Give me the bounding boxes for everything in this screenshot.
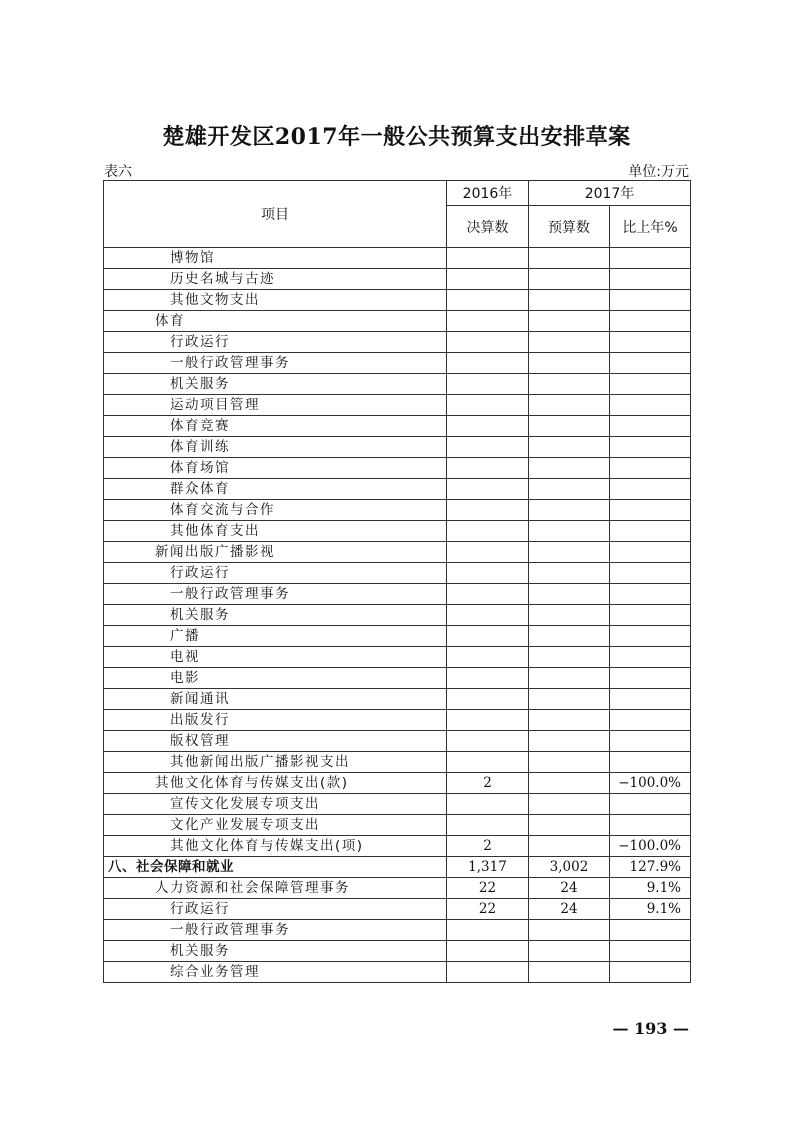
row-ratio-value: 9.1% (610, 878, 691, 899)
row-final-value (447, 311, 529, 332)
row-item-name: 体育 (104, 311, 447, 332)
table-row (104, 479, 691, 500)
table-row (104, 962, 691, 983)
row-item-name: 一般行政管理事务 (104, 920, 447, 941)
table-row (104, 311, 691, 332)
table-row (104, 899, 691, 920)
row-budget-value (529, 479, 610, 500)
table-row (104, 815, 691, 836)
row-final-value (447, 563, 529, 584)
row-item-name: 机关服务 (104, 605, 447, 626)
row-item-name: 机关服务 (104, 941, 447, 962)
row-item-name: 其他文化体育与传媒支出(项) (104, 836, 447, 857)
row-final-value (447, 395, 529, 416)
row-final-value: 2 (447, 836, 529, 857)
table-row (104, 584, 691, 605)
row-item-name: 机关服务 (104, 374, 447, 395)
table-row (104, 689, 691, 710)
row-final-value (447, 941, 529, 962)
table-row (104, 836, 691, 857)
row-final-value (447, 794, 529, 815)
row-budget-value (529, 605, 610, 626)
document-title: 楚雄开发区2017年一般公共预算支出安排草案 (162, 124, 631, 150)
row-final-value (447, 479, 529, 500)
row-item-name: 行政运行 (104, 563, 447, 584)
row-ratio-value (610, 395, 691, 416)
row-budget-value (529, 311, 610, 332)
row-final-value (447, 647, 529, 668)
table-row (104, 920, 691, 941)
row-budget-value (529, 920, 610, 941)
header-year-2017: 2017年 (529, 181, 691, 206)
row-ratio-value (610, 248, 691, 269)
table-row (104, 647, 691, 668)
row-budget-value (529, 332, 610, 353)
row-item-name: 体育竞赛 (104, 416, 447, 437)
row-item-name: 文化产业发展专项支出 (104, 815, 447, 836)
row-budget-value (529, 815, 610, 836)
row-final-value (447, 962, 529, 983)
row-ratio-value (610, 605, 691, 626)
table-row (104, 290, 691, 311)
row-final-value (447, 353, 529, 374)
row-ratio-value (610, 815, 691, 836)
row-budget-value (529, 731, 610, 752)
table-row (104, 710, 691, 731)
row-final-value (447, 605, 529, 626)
table-body (104, 248, 691, 983)
row-final-value (447, 332, 529, 353)
header-ratio: 比上年% (610, 206, 691, 248)
row-budget-value (529, 836, 610, 857)
row-item-name: 综合业务管理 (104, 962, 447, 983)
row-final-value (447, 815, 529, 836)
table-row (104, 878, 691, 899)
row-final-value (447, 752, 529, 773)
row-item-name: 新闻通讯 (104, 689, 447, 710)
row-budget-value (529, 500, 610, 521)
row-ratio-value (610, 416, 691, 437)
row-final-value (447, 374, 529, 395)
header-budget: 预算数 (529, 206, 610, 248)
row-ratio-value (610, 542, 691, 563)
row-budget-value (529, 374, 610, 395)
row-ratio-value (610, 794, 691, 815)
table-row (104, 416, 691, 437)
table-row (104, 773, 691, 794)
row-budget-value (529, 437, 610, 458)
table-row (104, 941, 691, 962)
unit-label: 单位:万元 (628, 164, 689, 180)
row-ratio-value: −100.0% (610, 773, 691, 794)
row-final-value (447, 290, 529, 311)
row-budget-value: 24 (529, 899, 610, 920)
row-final-value: 22 (447, 878, 529, 899)
row-budget-value (529, 290, 610, 311)
table-row (104, 437, 691, 458)
row-budget-value: 24 (529, 878, 610, 899)
table-row (104, 752, 691, 773)
table-row (104, 521, 691, 542)
row-ratio-value (610, 311, 691, 332)
row-final-value: 1,317 (447, 857, 529, 878)
row-ratio-value (610, 521, 691, 542)
row-ratio-value (610, 731, 691, 752)
row-budget-value: 3,002 (529, 857, 610, 878)
row-item-name: 行政运行 (104, 899, 447, 920)
row-item-name: 历史名城与古迹 (104, 269, 447, 290)
row-ratio-value (610, 437, 691, 458)
row-budget-value (529, 668, 610, 689)
row-ratio-value (610, 290, 691, 311)
row-final-value (447, 521, 529, 542)
row-final-value (447, 458, 529, 479)
row-ratio-value (610, 668, 691, 689)
row-item-name: 体育训练 (104, 437, 447, 458)
row-ratio-value (610, 269, 691, 290)
table-row (104, 563, 691, 584)
row-final-value (447, 689, 529, 710)
row-final-value (447, 416, 529, 437)
row-budget-value (529, 794, 610, 815)
table-row (104, 668, 691, 689)
row-item-name: 其他新闻出版广播影视支出 (104, 752, 447, 773)
row-item-name: 运动项目管理 (104, 395, 447, 416)
header-item: 项目 (104, 181, 447, 248)
table-row (104, 458, 691, 479)
row-budget-value (529, 941, 610, 962)
table-row (104, 857, 691, 878)
row-item-name: 行政运行 (104, 332, 447, 353)
row-final-value (447, 248, 529, 269)
row-ratio-value: −100.0% (610, 836, 691, 857)
row-budget-value (529, 962, 610, 983)
row-item-name: 宣传文化发展专项支出 (104, 794, 447, 815)
header-final: 决算数 (447, 206, 529, 248)
row-item-name: 一般行政管理事务 (104, 584, 447, 605)
row-item-name: 电影 (104, 668, 447, 689)
table-row (104, 395, 691, 416)
row-final-value (447, 542, 529, 563)
row-final-value (447, 584, 529, 605)
table-row (104, 353, 691, 374)
row-ratio-value (610, 563, 691, 584)
row-ratio-value (610, 752, 691, 773)
row-ratio-value (610, 647, 691, 668)
table-row (104, 731, 691, 752)
row-ratio-value (610, 710, 691, 731)
table-row (104, 605, 691, 626)
row-item-name: 广播 (104, 626, 447, 647)
row-ratio-value (610, 374, 691, 395)
row-budget-value (529, 584, 610, 605)
row-final-value (447, 626, 529, 647)
row-item-name: 群众体育 (104, 479, 447, 500)
row-ratio-value (610, 920, 691, 941)
row-ratio-value (610, 584, 691, 605)
table-row (104, 794, 691, 815)
row-item-name: 版权管理 (104, 731, 447, 752)
table-row (104, 374, 691, 395)
row-budget-value (529, 521, 610, 542)
row-ratio-value (610, 353, 691, 374)
row-budget-value (529, 458, 610, 479)
row-final-value (447, 437, 529, 458)
row-budget-value (529, 773, 610, 794)
table-number-label: 表六 (104, 164, 132, 180)
row-final-value: 2 (447, 773, 529, 794)
table-row (104, 269, 691, 290)
row-ratio-value (610, 458, 691, 479)
table-row (104, 626, 691, 647)
row-item-name: 其他文化体育与传媒支出(款) (104, 773, 447, 794)
row-final-value (447, 500, 529, 521)
row-ratio-value (610, 500, 691, 521)
row-item-name: 人力资源和社会保障管理事务 (104, 878, 447, 899)
table-row (104, 542, 691, 563)
row-budget-value (529, 542, 610, 563)
budget-table (103, 180, 691, 983)
row-ratio-value: 9.1% (610, 899, 691, 920)
page-number: — 193 — (612, 1019, 689, 1038)
table-row (104, 248, 691, 269)
row-item-name: 其他体育支出 (104, 521, 447, 542)
header-year-2016: 2016年 (447, 181, 529, 206)
row-item-name: 新闻出版广播影视 (104, 542, 447, 563)
row-budget-value (529, 626, 610, 647)
row-item-name: 体育场馆 (104, 458, 447, 479)
row-item-name: 体育交流与合作 (104, 500, 447, 521)
row-item-name: 电视 (104, 647, 447, 668)
row-item-name: 博物馆 (104, 248, 447, 269)
row-item-name: 一般行政管理事务 (104, 353, 447, 374)
row-budget-value (529, 710, 610, 731)
table-row (104, 500, 691, 521)
row-ratio-value (610, 626, 691, 647)
row-ratio-value (610, 962, 691, 983)
row-ratio-value (610, 941, 691, 962)
row-final-value (447, 731, 529, 752)
row-ratio-value: 127.9% (610, 857, 691, 878)
row-final-value (447, 710, 529, 731)
row-final-value (447, 269, 529, 290)
row-budget-value (529, 353, 610, 374)
row-budget-value (529, 248, 610, 269)
row-budget-value (529, 416, 610, 437)
row-final-value (447, 668, 529, 689)
row-ratio-value (610, 332, 691, 353)
row-budget-value (529, 269, 610, 290)
row-budget-value (529, 647, 610, 668)
row-final-value: 22 (447, 899, 529, 920)
row-ratio-value (610, 689, 691, 710)
table-header (104, 181, 691, 248)
row-item-name: 八、社会保障和就业 (104, 857, 447, 878)
table-row (104, 332, 691, 353)
row-budget-value (529, 395, 610, 416)
row-item-name: 出版发行 (104, 710, 447, 731)
row-final-value (447, 920, 529, 941)
row-ratio-value (610, 479, 691, 500)
row-budget-value (529, 689, 610, 710)
row-budget-value (529, 752, 610, 773)
row-item-name: 其他文物支出 (104, 290, 447, 311)
row-budget-value (529, 563, 610, 584)
